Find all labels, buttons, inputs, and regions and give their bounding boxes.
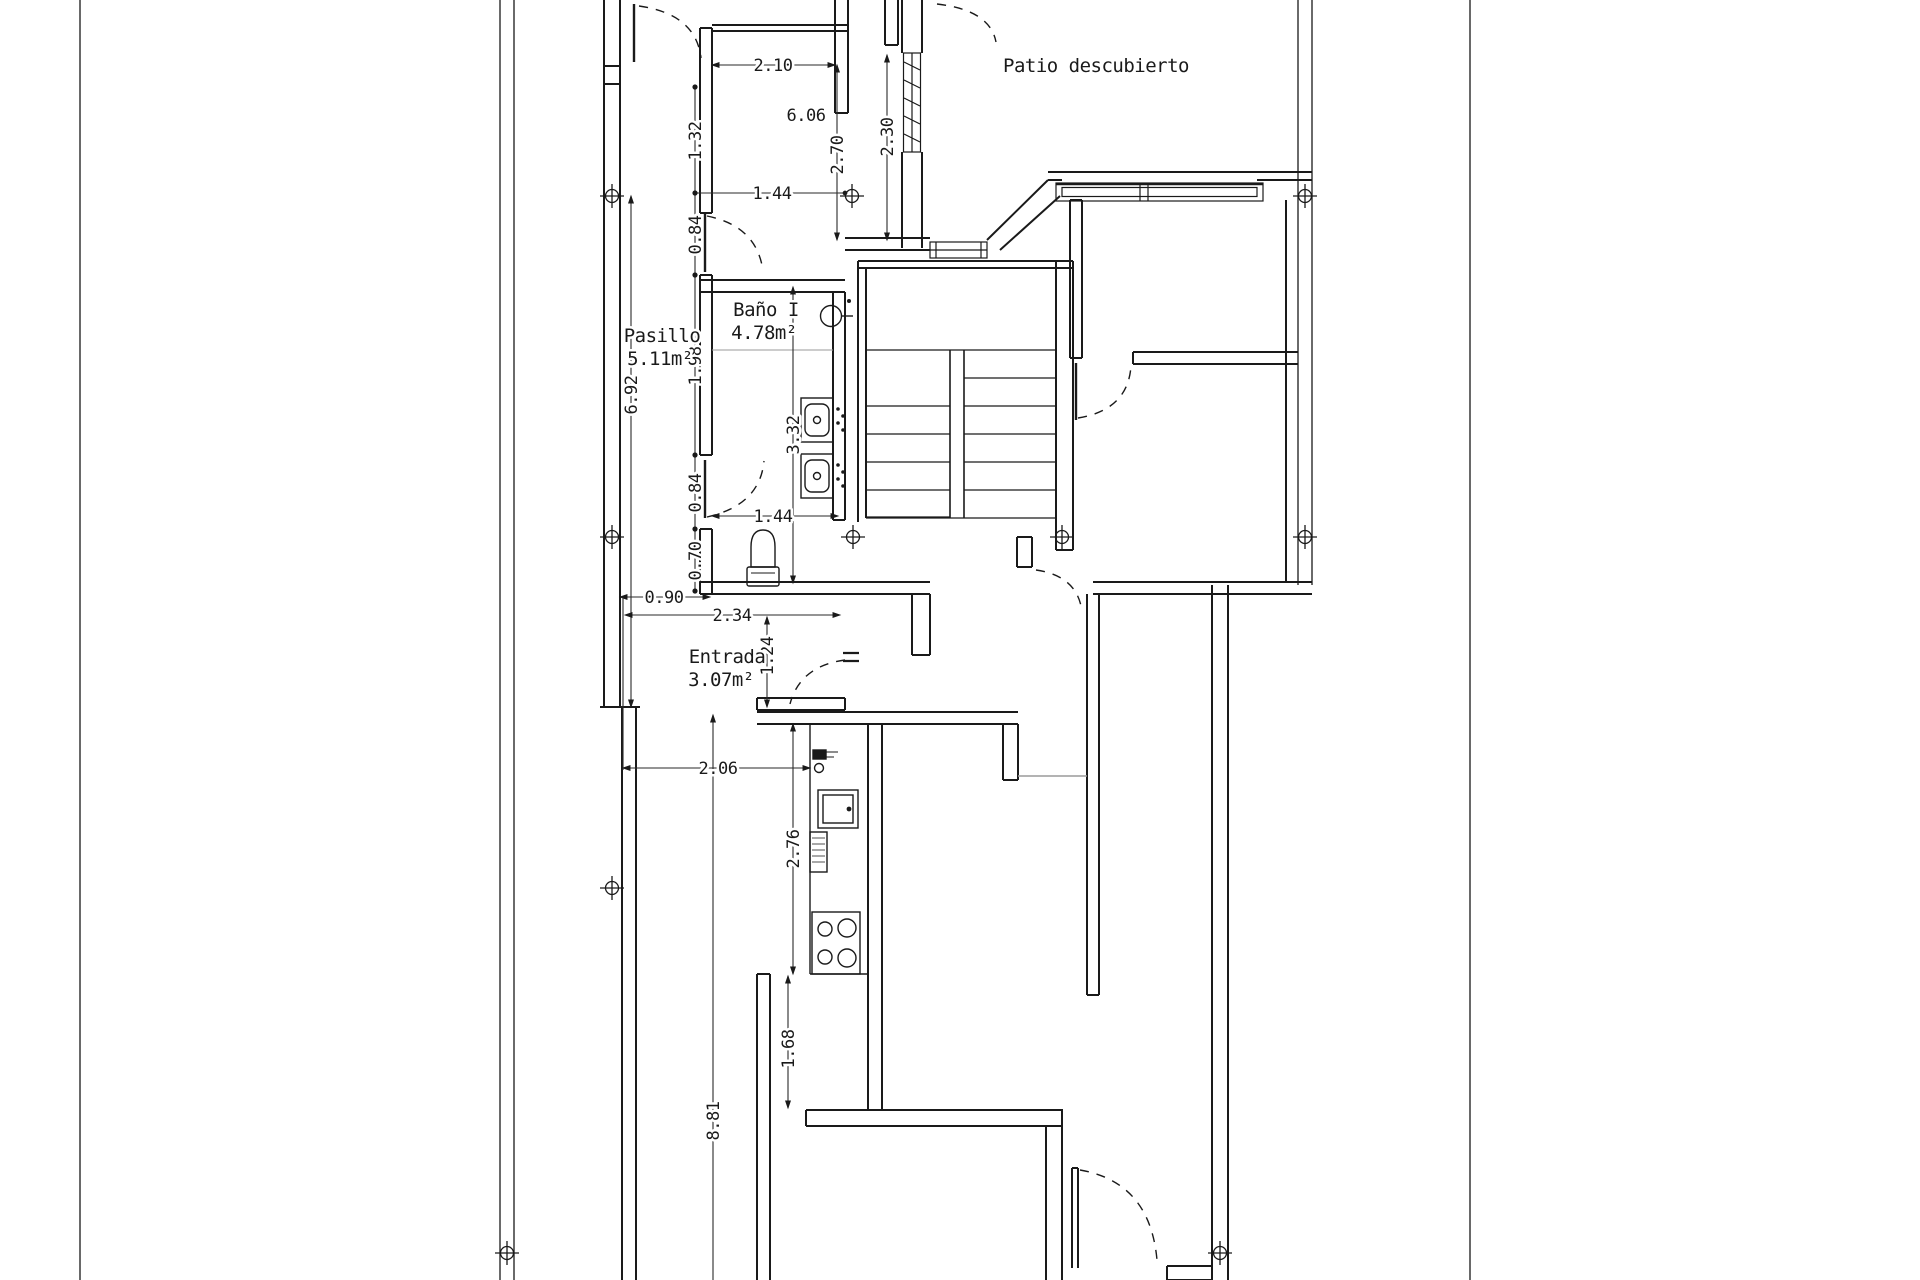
dim-label-top-room-value: 6.06: [786, 106, 826, 126]
room-area-pasillo: 5.11m²: [627, 348, 693, 370]
room-area-bano: 4.78m²: [731, 322, 797, 344]
shower-icon: [821, 299, 854, 327]
walls: [600, 0, 1312, 1280]
door-arc-bottom: [1080, 1170, 1157, 1260]
toilet-icon: [747, 530, 779, 586]
door-arc-closet: [639, 6, 701, 58]
dim-label-upper-door-span: 1.44: [752, 184, 792, 204]
window-bedroom-top: [1056, 183, 1263, 201]
kitchen-counter: [810, 724, 868, 974]
axis-marker-icon: [841, 525, 865, 549]
property-boundary-right: [1298, 0, 1312, 585]
dimension-labels: [622, 56, 898, 1140]
dim-label-wc-width: 1.44: [753, 507, 793, 527]
dim-label-patio-edge: 2.30: [878, 117, 898, 157]
window-top-left-vertical: [904, 53, 921, 152]
door-leaf-bottom: [1072, 1168, 1078, 1268]
dim-label-top-room-height: 2.70: [828, 135, 848, 175]
door-arc-bano: [707, 216, 763, 271]
dim-label-lower-length: 8.81: [704, 1101, 724, 1141]
staircase: [858, 261, 1073, 550]
dim-label-pasillo-width: 0.90: [644, 588, 684, 608]
axis-marker-icon: [1050, 525, 1074, 549]
dim-label-kitchen-offset: 2.06: [698, 759, 738, 779]
room-area-entrada: 3.07m²: [688, 669, 754, 691]
door-arc-hall: [1036, 570, 1082, 612]
washbasin-bottom-icon: [801, 454, 845, 498]
dim-label-seg-132: 1.32: [686, 121, 706, 161]
kitchen-sink-icon: [813, 750, 838, 773]
stair-treads: [866, 350, 1056, 518]
washbasin-top-icon: [801, 398, 845, 442]
room-label-entrada: Entrada: [688, 646, 766, 668]
dim-label-below-kitchen: 1.68: [779, 1029, 799, 1069]
windows: [904, 53, 1264, 258]
room-label-pasillo: Pasillo: [623, 325, 701, 347]
dim-label-seg-070: 0.70: [686, 541, 706, 581]
room-labels: [624, 55, 1189, 691]
dim-label-seg-084-a: 0.84: [686, 215, 706, 255]
axis-marker-icon: [1293, 184, 1317, 208]
stove-icon: [812, 912, 860, 974]
dim-label-top-room-width: 2.10: [753, 56, 793, 76]
room-label-bano: Baño I: [733, 299, 799, 321]
property-boundary-left: [500, 0, 514, 1280]
fixtures: [747, 299, 868, 974]
axis-marker-icon: [495, 1241, 519, 1265]
dim-label-kitchen-length: 2.76: [784, 829, 804, 869]
dim-label-entrada-width: 2.34: [712, 606, 752, 626]
door-arc-bedroom2: [1078, 366, 1131, 418]
dim-label-seg-198: 1.98: [686, 346, 706, 386]
stair-divider: [950, 350, 964, 518]
axis-marker-icon: [840, 184, 864, 208]
axis-marker-icon: [600, 876, 624, 900]
door-arc-patio: [937, 4, 996, 42]
kitchen-cabinet-icon: [810, 832, 827, 872]
dim-label-bano-length: 3.32: [784, 415, 804, 455]
door-leaf-entrada: [843, 653, 859, 661]
room-label-patio: Patio descubierto: [1003, 55, 1189, 77]
dim-label-pasillo-length: 6.92: [622, 375, 642, 415]
dim-label-entrada-depth: 1.24: [758, 636, 778, 676]
dim-label-seg-084-b: 0.84: [686, 473, 706, 513]
axis-marker-icon: [1293, 525, 1317, 549]
window-stair: [930, 242, 987, 258]
oven-icon: [818, 790, 858, 828]
